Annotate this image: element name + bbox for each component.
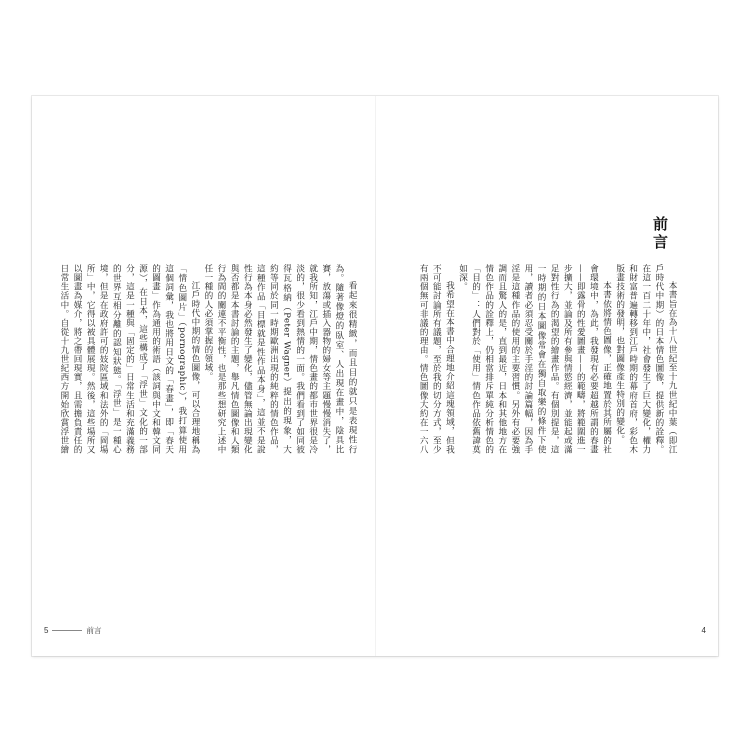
chapter-title: 前言 <box>651 216 669 252</box>
gutter <box>375 96 376 656</box>
right-folio <box>702 604 706 656</box>
paragraph: 本書旨在為十八世紀至十九世紀中葉（即江戶時代中期）的日本情色圖像，提供新的詮釋。在這一百二十年中，社會發生了巨大變化，權力和財富普遍轉移到江戶時期的幕府首府，彩色木版畫技術的發明，也對圖像產生特別的變化。 <box>614 264 677 454</box>
page-number: 5 <box>44 625 49 635</box>
running-head: 前言 <box>86 625 102 635</box>
paragraph: 本書依將情色圖像，正確地置於其所屬的社會環境中，為此，我發現有必要超越所謂的春畫——即露骨的性愛圖畫——的範疇，將範圍進一步擴大，並論及所有參與情慾經濟，並能起或滿足對性行為的渴望的繪畫作品。有個別提是，這一時期的日本圖像常會在獨自取樂的條件下使用，讀者必須忍受關於手淫的討論篇幅，因為手淫是這種作品的使用的主要習慣。另外有必要強調而且驚人的是，直到最近，日本和其他地方在情色作品的詮釋上，仍相當排斥單純分析情色的「目的」：人們對於「使用」情色作品依舊諱莫如深。 <box>457 264 612 454</box>
paragraph: 看起來很精緻，而且目的就只是表現性行為。隨著像燈的臥室、人出現在畫中，陰具比賽，放蕩或插入器物的婦女等主題慢慢消失了，就我所知，江戶中期，情色畫的都市世界很是冷淡的，很少看到熱情的一面。我們看到了如同彼得瓦格納（Peter Wagner）提出的現象，大約等同於同一時期歐洲出現的純粹的情色作品，這種作品「目標就是性作品本身」，這並不是說性行為本身必然發生了變化，儘管無論出現變化與否都是本書討論的主題，舉凡情色圖像和人類行為間的關連不平衡性，也是那些想研究上述中任一種的人必須掌握的領域。 <box>202 264 357 454</box>
paragraph: 江戶時代中期的情色圖像，可以合理地稱為「情色圖片」（pornographic），我打算使用這個詞彙，我也將用日文的「春畫」，即「春天的圖畫」作為通用的術語（該詞與中文和韓文同源），在日本，這些構成了「浮世」文化的一部分，這是一種與「固定的」日常生活和充滿義務的世界互相分離的認知狀態。「浮世」是一種心境，但是在政府許可的妓院區域和法外的「岡場所」中，它得以被具體展現。然後，這些場所又以圖畫為媒介，將之帶回現實，且需擔負責任的日常生活中。自從十九世紀西方開始欣賞浮世繪 <box>58 264 200 454</box>
page-number: 4 <box>701 625 706 635</box>
book-spread <box>32 96 718 656</box>
right-page-body <box>418 264 678 454</box>
folio-rule <box>52 630 82 631</box>
left-folio <box>44 604 101 656</box>
left-page-body <box>58 264 358 454</box>
paragraph: 我希望在本書中合理地介紹這塊領域，但我不可能討論所有議題，至於我的切分方式，至少有兩個無可非議的理由。情色圖像大約在一六八 <box>418 264 455 454</box>
